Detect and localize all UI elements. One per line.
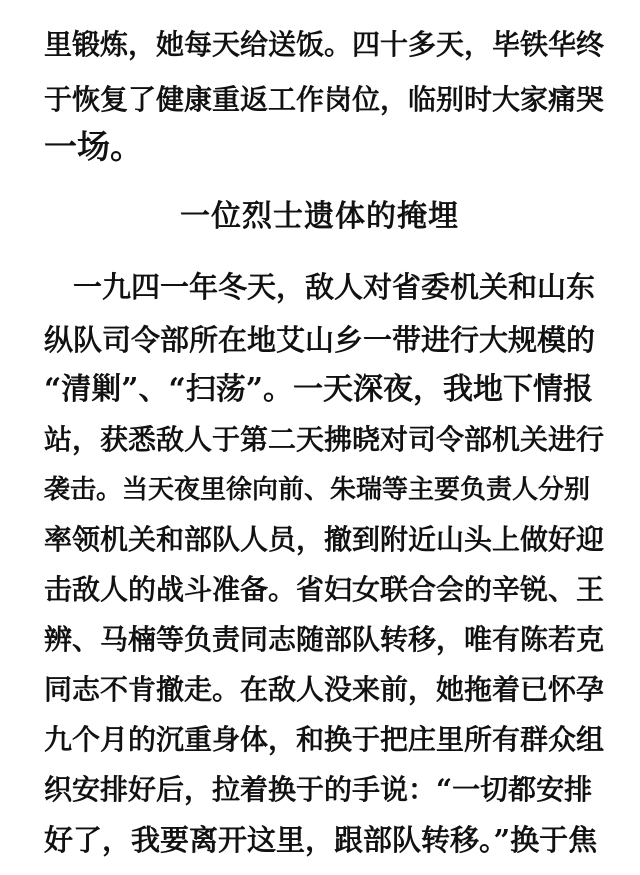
text-line-14: 织安排好后，拉着换于的手说：“一切都安排: [44, 773, 593, 806]
text-line-11: 辨、马楠等负责同志随部队转移，唯有陈若克: [44, 623, 605, 656]
text-line-6: “清剿”、“扫荡”。一天深夜，我地下情报: [44, 372, 594, 407]
text-line-9: 率领机关和部队人员，撤到附近山头上做好迎: [44, 523, 605, 556]
text-line-7: 站，获悉敌人于第二天拂晓对司令部机关进行: [44, 423, 605, 456]
text-line-1: 里锻炼，她每天给送饭。四十多天，毕铁华终: [44, 28, 605, 61]
text-line-4: 一九四一年冬天，敌人对省委机关和山东: [44, 270, 596, 304]
text-line-8: 袭击。当天夜里徐向前、朱瑞等主要负责人分别: [44, 475, 591, 505]
text-line-13: 九个月的沉重身体，和换于把庄里所有群众组: [44, 723, 605, 756]
text-line-3: 一场。: [44, 127, 143, 166]
text-line-15: 好了，我要离开这里，跟部队转移。”换于焦: [44, 823, 598, 857]
section-heading: 一位烈士遗体的掩埋: [180, 199, 459, 234]
text-line-10: 击敌人的战斗准备。省妇女联合会的辛锐、王: [44, 573, 605, 606]
text-line-12: 同志不肯撤走。在敌人没来前，她拖着已怀孕: [44, 673, 605, 706]
text-line-5: 纵队司令部所在地艾山乡一带进行大规模的: [44, 323, 596, 357]
text-line-2: 于恢复了健康重返工作岗位，临别时大家痛哭: [44, 83, 605, 116]
